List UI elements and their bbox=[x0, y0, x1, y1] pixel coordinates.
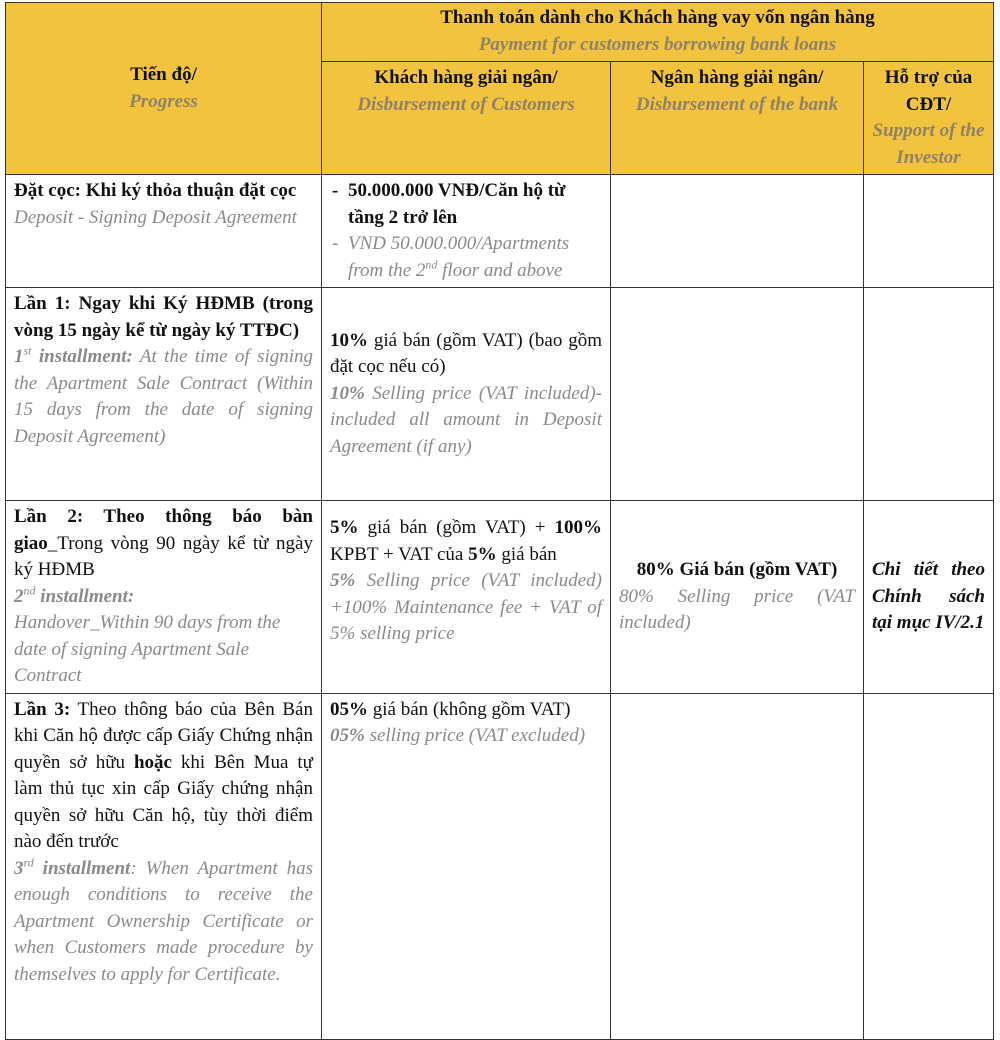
installment-1-amount-vi-text: giá bán (gồm VAT) (bao gồm đặt cọc nếu có) bbox=[330, 329, 602, 378]
installment-3-sup: rd bbox=[23, 855, 34, 870]
customer-cell-installment-1 bbox=[322, 288, 611, 501]
deposit-amount-en bbox=[330, 231, 602, 284]
installment-2-num: 2 bbox=[14, 585, 24, 607]
bank-cell-installment-2 bbox=[611, 501, 864, 694]
progress-cell-deposit bbox=[6, 175, 322, 288]
bank-disbursement-vi-text: 80% Giá bán (gồm VAT) bbox=[636, 559, 838, 580]
bank-cell-installment-1 bbox=[611, 288, 864, 501]
deposit-amount-en-text: VND 50.000.000/Apartments from the 2 bbox=[348, 233, 570, 281]
installment-3-amount-en-text: selling price (VAT excluded) bbox=[364, 725, 586, 746]
progress-header-cell bbox=[6, 3, 322, 175]
installment-2-sup: nd bbox=[23, 583, 36, 598]
installment-2-stage-vi-bold: Lần 2: Theo thông báo bàn giao bbox=[14, 506, 313, 554]
installment-2-desc: Handover_Within 90 days from the date of signing Apartment Sale Contract bbox=[14, 612, 281, 686]
installment-3-desc: : When Apartment has enough conditions to receive the Apartment Ownership Certificate or when Customers made procedure by themselves to apply for Certificate. bbox=[14, 857, 313, 985]
group-header-vi: Thanh toán dành cho Khách hàng vay vốn ngân hàng bbox=[440, 7, 875, 28]
progress-cell-installment-3 bbox=[6, 693, 322, 1039]
installment-1-stage-vi: Lần 1: Ngay khi Ký HĐMB (trong vòng 15 ngày kể từ ngày ký TTĐC) bbox=[14, 293, 313, 341]
installment-2-amount-vi bbox=[330, 515, 602, 568]
deposit-stage-en: Deposit - Signing Deposit Agreement bbox=[14, 206, 297, 228]
installment-1-pct-en: 10% bbox=[330, 382, 365, 404]
support-cell-installment-1 bbox=[864, 288, 994, 501]
installment-1-amount-vi bbox=[330, 328, 602, 381]
installment-2-stage-en bbox=[14, 584, 313, 690]
deposit-amount-list bbox=[330, 178, 602, 284]
customer-cell-deposit bbox=[322, 175, 611, 288]
bank-cell-deposit bbox=[611, 175, 864, 288]
customer-disbursement-header bbox=[322, 62, 611, 175]
installment-1-num: 1 bbox=[14, 346, 24, 367]
installment-1-amount-en bbox=[330, 381, 602, 461]
installment-2-amount-en-text: Selling price (VAT included) +100% Maintenance fee + VAT of 5% selling price bbox=[330, 570, 602, 644]
installment-1-sup: st bbox=[23, 343, 32, 358]
deposit-amount-en-tail: floor and above bbox=[437, 259, 563, 281]
bank-loan-group-header bbox=[322, 3, 994, 62]
group-header-en: Payment for customers borrowing bank loans bbox=[478, 33, 837, 55]
installment-2-pct-en: 5% bbox=[330, 570, 356, 591]
installment-3-stage-en bbox=[14, 856, 313, 989]
installment-3-or: hoặc bbox=[133, 751, 172, 773]
deposit-amount-vi bbox=[330, 178, 602, 231]
installment-2-text-b: KPBT + VAT của bbox=[330, 543, 469, 565]
installment-2-text-c: giá bán bbox=[496, 543, 557, 565]
customer-cell-installment-2 bbox=[322, 501, 611, 694]
installment-3-pct: 05% bbox=[330, 698, 368, 720]
installment-1-label: installment: bbox=[31, 346, 133, 367]
installment-2-stage-vi bbox=[14, 504, 313, 584]
installment-1-stage-en bbox=[14, 344, 313, 450]
installment-2-pct-2: 5% bbox=[468, 543, 497, 565]
support-cell-installment-2 bbox=[864, 501, 994, 694]
installment-3-stage-vi-bold: Lần 3: bbox=[14, 698, 71, 720]
progress-header-vi: Tiến độ/ bbox=[130, 64, 197, 85]
customer-cell-installment-3 bbox=[322, 693, 611, 1039]
progress-cell-installment-2 bbox=[6, 501, 322, 694]
installment-3-amount-vi bbox=[330, 697, 602, 724]
table-row bbox=[6, 501, 994, 694]
investor-support-header bbox=[864, 62, 994, 175]
deposit-stage-vi: Đặt cọc: Khi ký thỏa thuận đặt cọc bbox=[14, 180, 297, 201]
deposit-amount-vi-text: 50.000.000 VNĐ/Căn hộ từ tầng 2 trở lên bbox=[348, 180, 566, 228]
bank-cell-installment-3 bbox=[611, 693, 864, 1039]
installment-3-amount-vi-text: giá bán (không gồm VAT) bbox=[368, 698, 571, 720]
installment-1-desc: At the time of signing the Apartment Sale Contract (Within 15 days from the date of signing Deposit Agreement) bbox=[14, 346, 313, 447]
installment-1-pct: 10% bbox=[330, 329, 368, 351]
installment-3-text-a: Theo thông báo của Bên Bán khi Căn hộ được cấp Giấy Chứng nhận quyền sở hữu bbox=[14, 698, 313, 773]
bank-header-en: Disbursement of the bank bbox=[635, 93, 839, 115]
bank-header-vi: Ngân hàng giải ngân/ bbox=[650, 67, 824, 88]
customer-header-en: Disbursement of Customers bbox=[357, 93, 575, 115]
installment-2-pct: 5% bbox=[330, 517, 359, 538]
bank-disbursement-vi bbox=[619, 557, 855, 584]
table-row bbox=[6, 175, 994, 288]
payment-schedule-table bbox=[5, 2, 994, 1040]
installment-2-label: installment: bbox=[35, 585, 135, 607]
bank-disbursement-en: 80% Selling price (VAT included) bbox=[619, 585, 855, 633]
installment-2-amount-en bbox=[330, 568, 602, 648]
installment-1-amount-en-text: Selling price (VAT included)- included all amount in Deposit Agreement (if any) bbox=[330, 382, 602, 457]
support-header-vi: Hỗ trợ của CĐT/ bbox=[884, 67, 973, 115]
installment-3-amount-en bbox=[330, 723, 602, 750]
header-row-1 bbox=[6, 3, 994, 62]
table-row bbox=[6, 288, 994, 501]
installment-2-text-a: giá bán (gồm VAT) + bbox=[358, 517, 555, 538]
support-cell-deposit bbox=[864, 175, 994, 288]
installment-2-fee-pct: 100% bbox=[554, 517, 602, 538]
installment-3-num: 3 bbox=[14, 857, 24, 879]
installment-3-stage-vi bbox=[14, 697, 313, 856]
installment-3-label: installment bbox=[33, 857, 131, 879]
installment-2-stage-vi-text: _Trong vòng 90 ngày kể từ ngày ký HĐMB bbox=[14, 532, 313, 580]
investor-support-policy: Chi tiết theo Chính sách tại mục IV/2.1 bbox=[872, 559, 985, 633]
customer-header-vi: Khách hàng giải ngân/ bbox=[374, 67, 558, 88]
installment-3-text-b: khi Bên Mua tự làm thủ tục xin cấp Giấy chứng nhận quyền sở hữu Căn hộ, tùy thời điểm nào đến trước bbox=[14, 751, 313, 852]
progress-header-en: Progress bbox=[129, 90, 198, 112]
progress-cell-installment-1 bbox=[6, 288, 322, 501]
support-header-en: Support of the Investor bbox=[872, 120, 985, 168]
support-cell-installment-3 bbox=[864, 693, 994, 1039]
bank-disbursement-header bbox=[611, 62, 864, 175]
installment-3-pct-en: 05% bbox=[330, 725, 365, 746]
table-row bbox=[6, 693, 994, 1039]
deposit-amount-en-sup: nd bbox=[425, 257, 438, 272]
